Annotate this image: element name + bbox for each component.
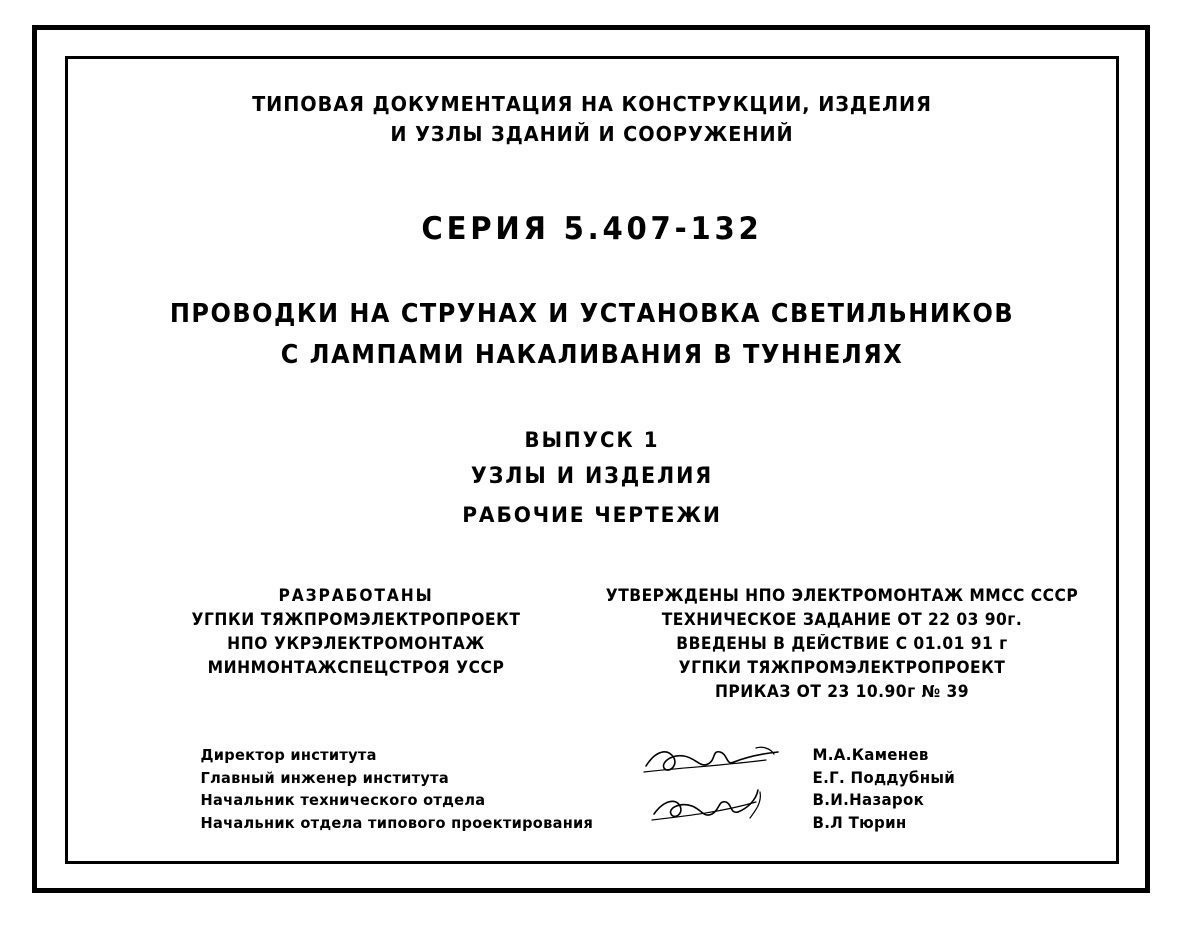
document-header (68, 89, 1116, 149)
title-line-1: ПРОВОДКИ НА СТРУНАХ И УСТАНОВКА СВЕТИЛЬНИКОВ (169, 299, 1015, 329)
page-content (68, 59, 1116, 861)
signature-role-1: Директор института (200, 746, 377, 764)
developed-by-line-2: НПО УКРЭЛЕКТРОМОНТАЖ (227, 634, 485, 653)
developed-by-line-1: УГПКИ ТЯЖПРОМЭЛЕКТРОПРОЕКТ (191, 610, 521, 629)
issue-number: ВЫПУСК 1 (524, 428, 660, 452)
signature-role-4: Начальник отдела типового проектирования (200, 813, 594, 832)
approved-by-line-4: УГПКИ ТЯЖПРОМЭЛЕКТРОПРОЕКТ (678, 658, 1006, 677)
header-line-2: И УЗЛЫ ЗДАНИЙ И СООРУЖЕНИЙ (390, 122, 794, 146)
approved-by-line-5: ПРИКАЗ ОТ 23 10.90г № 39 (714, 682, 970, 701)
handwritten-signatures (638, 740, 818, 830)
signature-name-4: В.Л Тюрин (812, 812, 907, 832)
approved-by-block (568, 584, 1116, 704)
series-number: СЕРИЯ 5.407-132 (421, 211, 763, 247)
signature-block (68, 744, 1116, 854)
issue-kind: РАБОЧИЕ ЧЕРТЕЖИ (462, 503, 722, 528)
signature-name-1: М.А.Каменев (812, 745, 929, 764)
developed-by-block (156, 584, 556, 680)
signature-name-2: Е.Г. Поддубный (812, 767, 956, 787)
signature-roles (188, 744, 606, 834)
header-line-1: ТИПОВАЯ ДОКУМЕНТАЦИЯ НА КОНСТРУКЦИИ, ИЗДЕЛИЯ (252, 92, 932, 116)
approved-by-line-3: ВВЕДЕНЫ В ДЕЙСТВИЕ С 01.01 91 г (676, 634, 1008, 653)
issue-subtitle: УЗЛЫ И ИЗДЕЛИЯ (470, 464, 714, 489)
developed-by-line-3: МИНМОНТАЖСПЕЦСТРОЯ УССР (207, 658, 505, 677)
signature-role-3: Начальник технического отдела (200, 791, 486, 809)
signature-name-3: В.И.Назарок (812, 790, 925, 809)
signature-role-2: Главный инженер института (200, 768, 450, 787)
signature-names (808, 744, 960, 834)
approved-by-line-2: ТЕХНИЧЕСКОЕ ЗАДАНИЕ ОТ 22 03 90г. (661, 610, 1023, 629)
approved-by-line-1: УТВЕРЖДЕНЫ НПО ЭЛЕКТРОМОНТАЖ ММСС СССР (605, 586, 1079, 605)
issue-block (68, 425, 1116, 533)
document-title (68, 294, 1116, 376)
title-line-2: С ЛАМПАМИ НАКАЛИВАНИЯ В ТУННЕЛЯХ (280, 340, 904, 370)
developed-by-heading: РАЗРАБОТАНЫ (278, 586, 434, 605)
